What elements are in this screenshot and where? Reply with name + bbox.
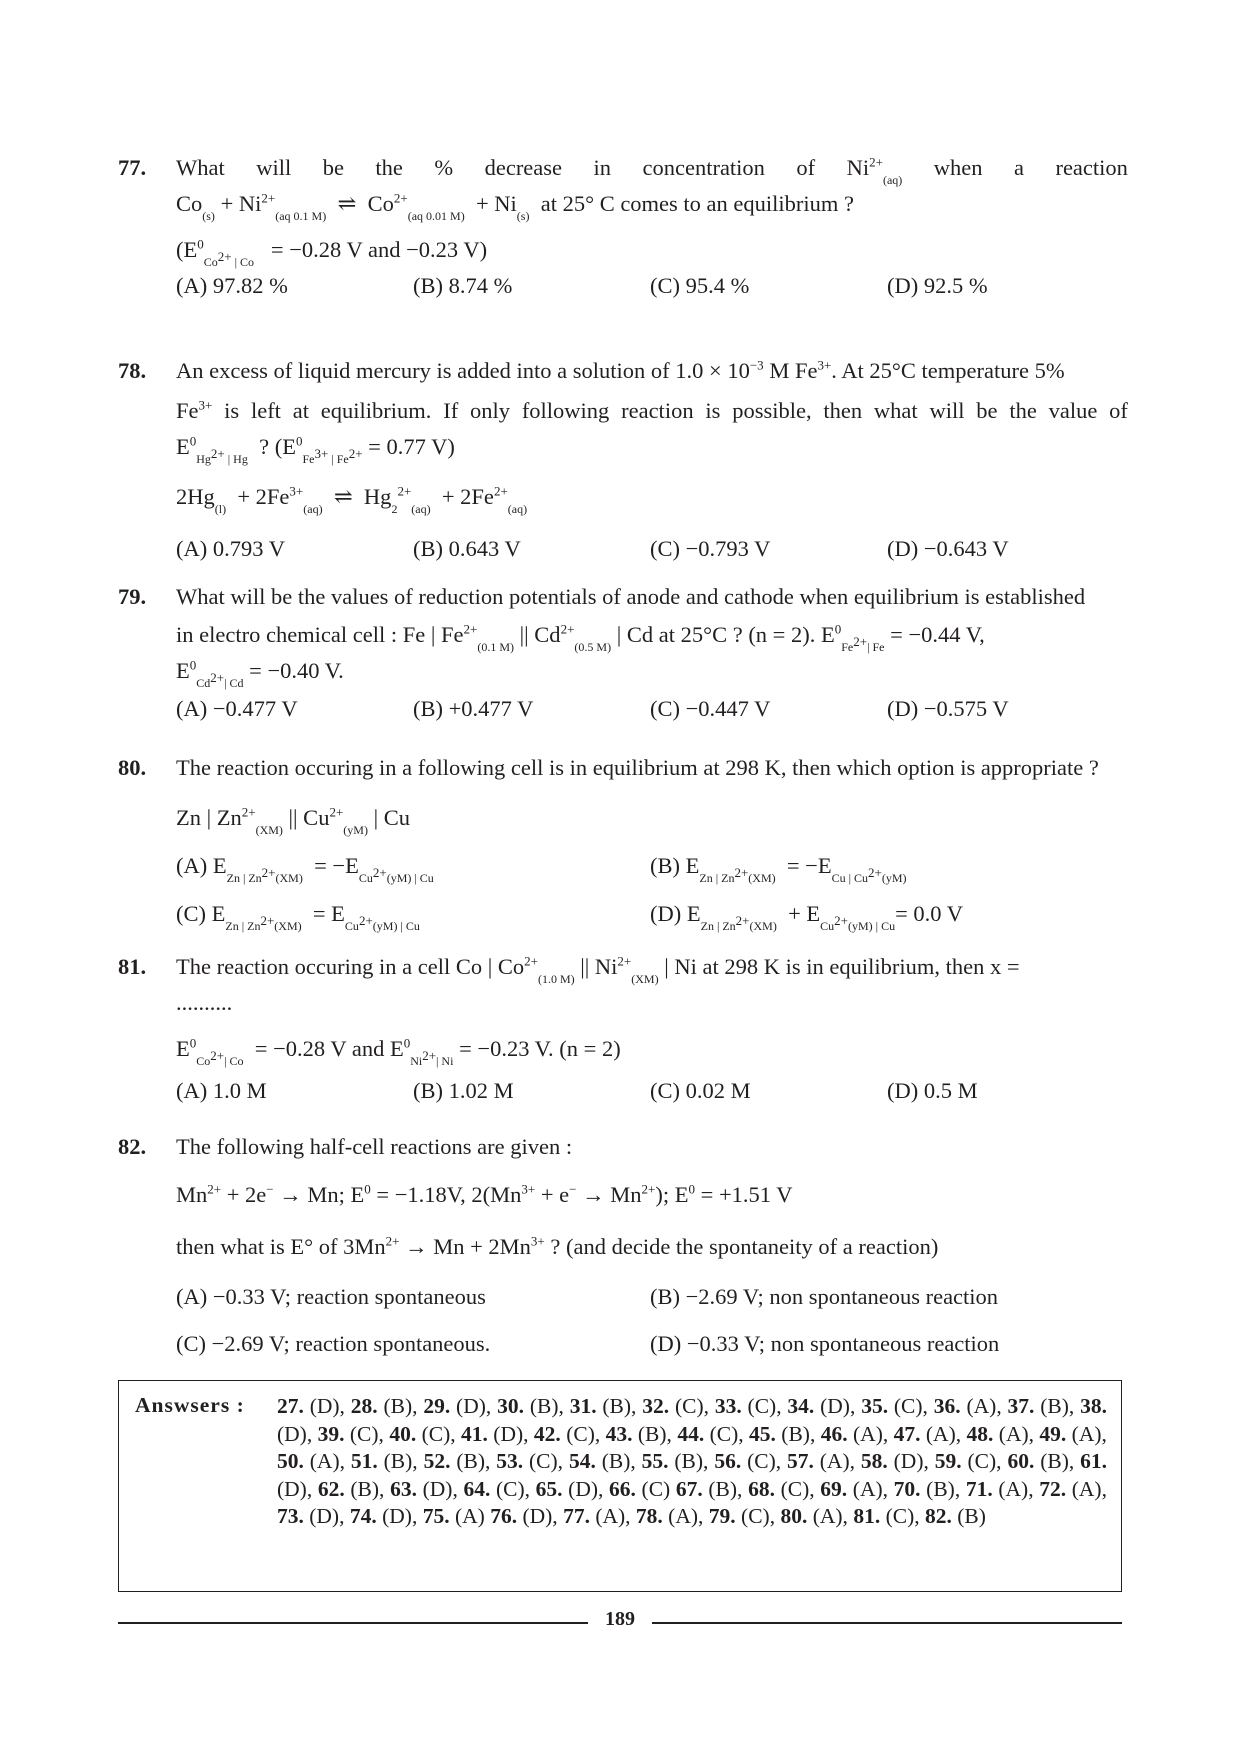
- half-cell-reactions: $Mn^{2+} + 2e^- \to Mn$; $E^0 = -1.18V$, $2(Mn^{3+} + e^- \to Mn^{2+})$; $E^0 = +1.51$ V: [176, 1181, 793, 1207]
- option-d: (D) 92.5 %: [887, 273, 988, 298]
- option-d: (D) −0.643 V: [887, 536, 1009, 561]
- question-text: $E^0_{Cd^{2+}| Cd} = -0.40$ V.: [176, 657, 344, 690]
- question-text: What will be the values of reduction potentials of anode and cathode when equilibrium is established: [176, 584, 1086, 609]
- question-number: 81.: [118, 954, 147, 979]
- option-d: (D) −0.33 V; non spontaneous reaction: [650, 1331, 1000, 1356]
- reaction-equation: $Co_{(s)} + Ni^{2+}_{(aq 0.1 M)}$ ⇌ $Co^{2+}_{(aq 0.01 M)} + Ni_{(s)}$ at 25° C comes to an equilibrium ?: [176, 190, 855, 223]
- question-number: 80.: [118, 755, 147, 780]
- footer-rule-right: [652, 1622, 1122, 1624]
- option-b: (B) 1.02 M: [413, 1078, 514, 1103]
- question-text: $E^0_{Hg^{2+} | Hg}$ ? ($E^0_{Fe^{3+} | Fe^{2+}} = 0.77$ V): [176, 433, 455, 466]
- question-text: $Fe^{3+}$ is left at equilibrium. If only following reaction is possible, then what will be the value of: [176, 397, 1128, 423]
- answers-title: Answsers :: [135, 1393, 245, 1417]
- option-a: (A) −0.477 V: [176, 696, 298, 721]
- option-c: (C) 0.02 M: [650, 1078, 751, 1103]
- option-c: (C) $E_{Zn | Zn^{2+}(XM)} = E_{Cu^{2+}(yM) | Cu}$: [176, 901, 420, 933]
- question-text: in electro chemical cell : Fe | $Fe^{2+}_{(0.1 M)}$ || $Cd^{2+}_{(0.5 M)}$ | Cd at 25°C ? (n = 2). $E^0_{Fe^{2+}| Fe} = -0.44$ V,: [176, 621, 985, 654]
- cell-notation: Zn | $Zn^{2+}_{(XM)}$ || $Cu^{2+}_{(yM)}$ | Cu: [176, 804, 410, 837]
- answers-box: [118, 1380, 1122, 1592]
- option-b: (B) 8.74 %: [413, 273, 513, 298]
- option-b: (B) 0.643 V: [413, 536, 521, 561]
- option-d: (D) 0.5 M: [887, 1078, 978, 1103]
- footer-rule-left: [118, 1622, 588, 1624]
- question-text: The following half-cell reactions are given :: [176, 1134, 573, 1159]
- question-number: 78.: [118, 358, 147, 383]
- option-a: (A) 97.82 %: [176, 273, 288, 298]
- reaction-equation: $2Hg_{(l)} + 2Fe^{3+}_{(aq)}$ ⇌ $Hg_2^{2+}_{(aq)} + 2Fe^{2+}_{(aq)}$: [176, 483, 528, 516]
- option-d: (D) $E_{Zn | Zn^{2+}(XM)} + E_{Cu^{2+}(yM) | Cu}= 0.0$ V: [650, 901, 964, 933]
- page-number: 189: [605, 1608, 635, 1630]
- option-b: (B) +0.477 V: [413, 696, 534, 721]
- option-c: (C) −0.447 V: [650, 696, 771, 721]
- question-number: 82.: [118, 1134, 147, 1159]
- option-c: (C) −2.69 V; reaction spontaneous.: [176, 1331, 491, 1356]
- question-text: What will be the % decrease in concentration of $Ni^{2+}_{(aq)}$ when a reaction: [176, 154, 1128, 187]
- question-text: The reaction occuring in a cell Co | $Co^{2+}_{(1.0 M)}$ || $Ni^{2+}_{(XM)}$ | Ni at 298 K is in equilibrium, then x =: [176, 953, 1020, 986]
- question-number: 79.: [118, 584, 147, 609]
- option-d: (D) −0.575 V: [887, 696, 1009, 721]
- question-text: An excess of liquid mercury is added into a solution of $1.0 \times 10^{-3}$ M $Fe^{3+}$. At 25°C temperature 5%: [176, 357, 1065, 383]
- question-text: The reaction occuring in a following cell is in equilibrium at 298 K, then which option is appropriate ?: [176, 755, 1099, 780]
- option-a: (A) $E_{Zn | Zn^{2+}(XM)} = -E_{Cu^{2+}(yM) | Cu}$: [176, 853, 434, 885]
- given-potentials: ($E^0_{Co^{2+} | Co} = -0.28$ V and −0.23 V): [176, 236, 488, 269]
- blank-dots: ..........: [176, 990, 233, 1015]
- option-c: (C) 95.4 %: [650, 273, 750, 298]
- option-a: (A) −0.33 V; reaction spontaneous: [176, 1284, 486, 1309]
- option-b: (B) −2.69 V; non spontaneous reaction: [650, 1284, 999, 1309]
- option-c: (C) −0.793 V: [650, 536, 771, 561]
- question-number: 77.: [118, 155, 147, 180]
- answers-list: 27. (D), 28. (B), 29. (D), 30. (B), 31. (B), 32. (C), 33. (C), 34. (D), 35. (C), 36. (A), 37. (B), 38. (D), 39. (C), 40. (C), 41. (D), 42. (C), 43. (B), 44. (C), 45. (B), 46. (A), 47. (A), 48. (A), 49. (A), 50. (A), 51. (B), 52. (B), 53. (C), 54. (B), 55. (B), 56. (C), 57. (A), 58. (D), 59. (C), 60. (B), 61. (D), 62. (B), 63. (D), 64. (C), 65. (D), 66. (C) 67. (B), 68. (C), 69. (A), 70. (B), 71. (A), 72. (A), 73. (D), 74. (D), 75. (A) 76. (D), 77. (A), 78. (A), 79. (C), 80. (A), 81. (C), 82. (B): [277, 1394, 1107, 1529]
- question-text: then what is E° of $3Mn^{2+} \to Mn + 2Mn^{3+}$ ? (and decide the spontaneity of a reaction): [176, 1233, 939, 1259]
- given-potentials: $E^0_{Co^{2+}| Co} = -0.28$ V and $E^0_{Ni^{2+}| Ni} = -0.23$ V. (n = 2): [176, 1035, 621, 1068]
- option-a: (A) 1.0 M: [176, 1078, 267, 1103]
- option-a: (A) 0.793 V: [176, 536, 285, 561]
- option-b: (B) $E_{Zn | Zn^{2+}(XM)} = -E_{Cu | Cu^{2+}(yM)}$: [650, 853, 907, 885]
